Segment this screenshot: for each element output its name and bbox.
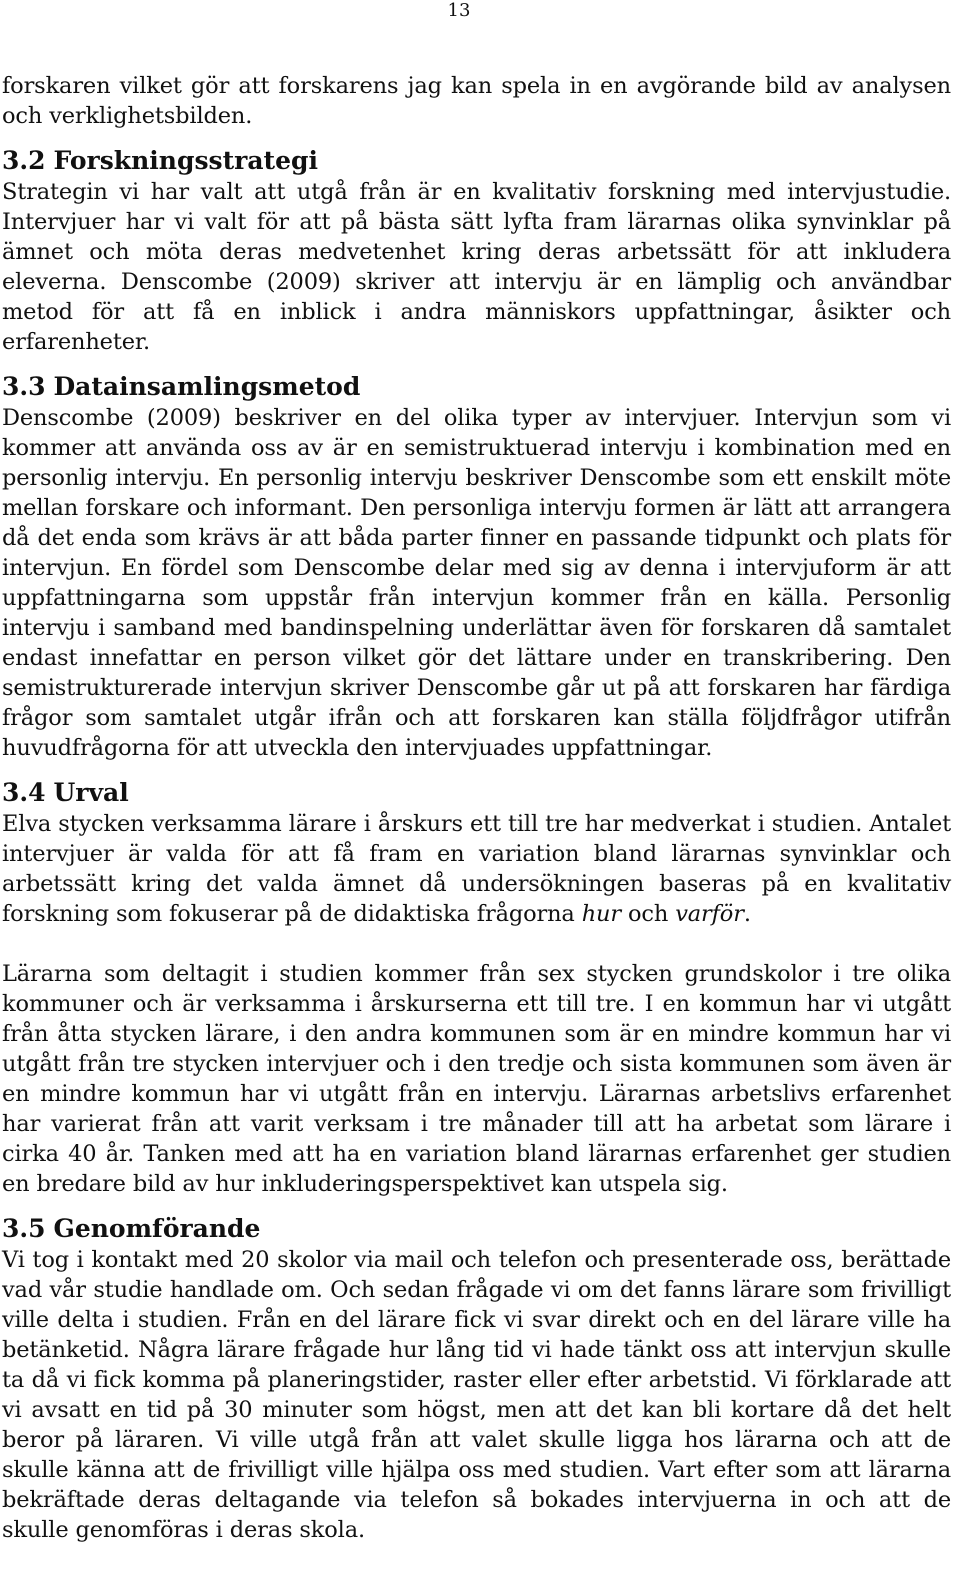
paragraph-text: och: [621, 901, 676, 927]
paragraph-text: Elva stycken verksamma lärare i årskurs ett till tre har medverkat i studien. Antalet intervjuer är valda för att få fram en variation bland lärarnas synvinklar och arbetssätt kring det valda ämnet då undersökningen baseras på en kvalitativ forskning som fokuserar på de didaktiska frågorna: [2, 811, 951, 927]
body-paragraph: Lärarna som deltagit i studien kommer från sex stycken grundskolor i tre olika kommuner och är verksamma i årskurserna ett till tre. I en kommun har vi utgått från åtta stycken lärare, i den andra kommunen som är en mindre kommun har vi utgått från tre stycken intervjuer och i den tredje och sista kommunen som även är en mindre kommun har vi utgått från en intervju. Lärarnas arbetslivs erfarenhet har varierat från att varit verksam i tre månader till att ha arbetat som lärare i cirka 40 år. Tanken med att ha en variation bland lärarnas erfarenhet ger studien en bredare bild av hur inkluderingsperspektivet kan utspela sig.: [2, 961, 951, 1197]
section-title: Urval: [53, 778, 129, 807]
section-number: 3.2: [2, 146, 46, 175]
emphasis-text: varför: [675, 901, 744, 927]
section-title: Datainsamlingsmetod: [53, 372, 361, 401]
section-heading-urval: [2, 777, 951, 809]
section-title: Forskningsstrategi: [53, 146, 318, 175]
page-number: 13: [447, 0, 471, 21]
emphasis-text: hur: [581, 901, 621, 927]
section-number: 3.4: [2, 778, 46, 807]
section-heading-datainsamlingsmetod: [2, 371, 951, 403]
section-title: Genomförande: [53, 1214, 261, 1243]
page-content: [2, 71, 951, 1545]
body-paragraph: Vi tog i kontakt med 20 skolor via mail och telefon och presenterade oss, berättade vad vår studie handlade om. Och sedan frågade vi om det fanns lärare som frivilligt ville delta i studien. Från en del lärare fick vi svar direkt och en del lärare ville ha betänketid. Några lärare frågade hur lång tid vi hade tänkt oss att intervjun skulle ta då vi fick komma på planeringstider, raster eller efter arbetstid. Vi förklarade att vi avsatt en tid på 30 minuter som högst, men att det kan bli kortare då det helt beror på läraren. Vi ville utgå från att valet skulle ligga hos lärarna och att de skulle känna att de frivilligt ville hjälpa oss med studien. Vart efter som att lärarna bekräftade deras deltagande via telefon så bokades intervjuerna in och att de skulle genomföras i deras skola.: [2, 1247, 951, 1543]
body-paragraph: [2, 809, 951, 929]
body-paragraph: Denscombe (2009) beskriver en del olika typer av intervjuer. Intervjun som vi kommer att använda oss av är en semistruktuerad intervju i kombination med en personlig intervju. En personlig intervju beskriver Denscombe som ett enskilt möte mellan forskare och informant. Den personliga intervju formen är lätt att arrangera då det enda som krävs är att båda parter finner en passande tidpunkt och plats för intervjun. En fördel som Denscombe delar med sig av denna i intervjuform är att uppfattningarna som uppstår från intervjun kommer från en källa. Personlig intervju i samband med bandinspelning underlättar även för forskaren då samtalet endast innefattar en person vilket gör det lättare under en transkribering. Den semistrukturerade intervjun skriver Denscombe går ut på att forskaren har färdiga frågor som samtalet utgår ifrån och att forskaren kan ställa följdfrågor utifrån huvudfrågorna för att utveckla den intervjuades uppfattningar.: [2, 405, 951, 761]
body-paragraph: Strategin vi har valt att utgå från är en kvalitativ forskning med intervjustudie. Intervjuer har vi valt för att på bästa sätt lyfta fram lärarnas olika synvinklar på ämnet och möta deras medvetenhet kring deras arbetssätt för att inkludera eleverna. Denscombe (2009) skriver att intervju är en lämplig och användbar metod för att få en inblick i andra människors uppfattningar, åsikter och erfarenheter.: [2, 179, 951, 355]
section-number: 3.5: [2, 1214, 46, 1243]
intro-paragraph: forskaren vilket gör att forskarens jag kan spela in en avgörande bild av analysen och verklighetsbilden.: [2, 73, 951, 129]
section-heading-genomforande: [2, 1213, 951, 1245]
section-number: 3.3: [2, 372, 46, 401]
paragraph-text: .: [743, 901, 751, 927]
section-heading-forskningsstrategi: [2, 145, 951, 177]
